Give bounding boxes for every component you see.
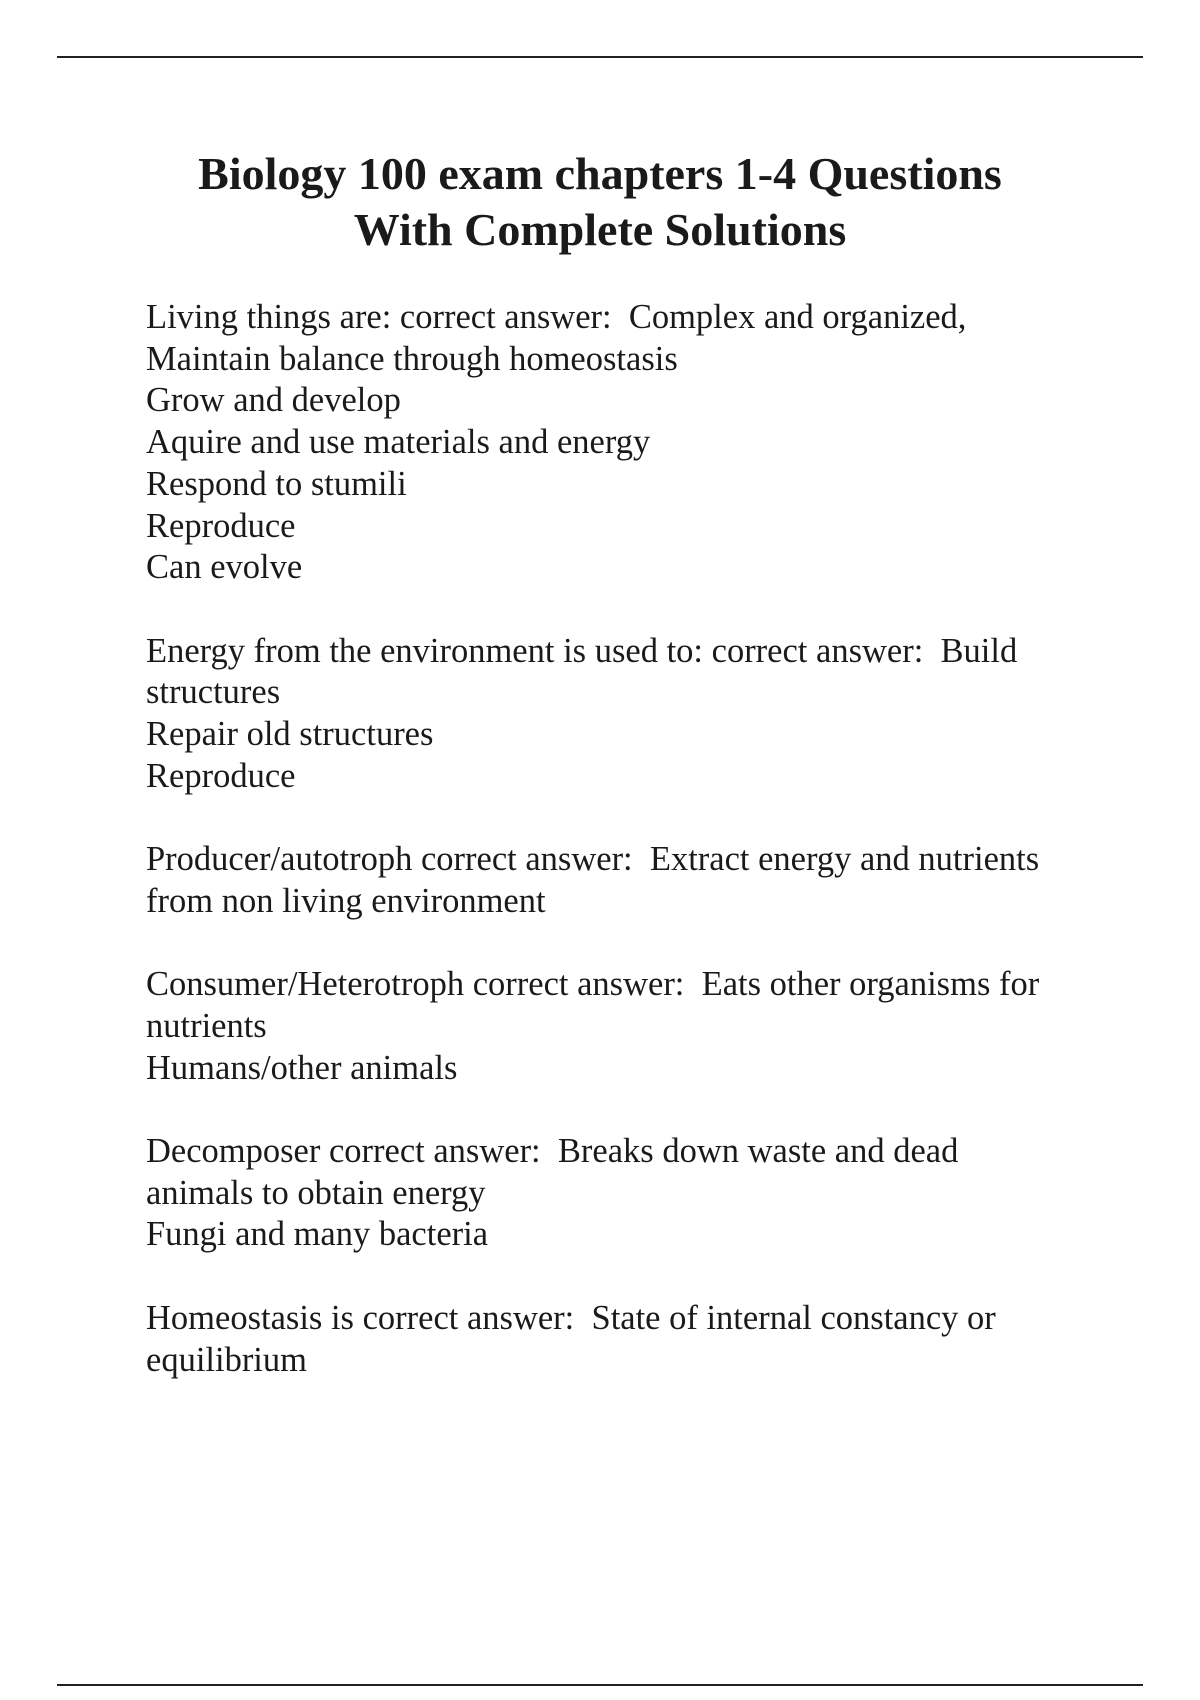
entry-line: Aquire and use materials and energy [146, 423, 651, 462]
qa-entry-living-things [146, 297, 1106, 589]
entry-line: nutrients [146, 1006, 267, 1045]
entry-line: Respond to stumili [146, 464, 407, 503]
entry-line: Reproduce [146, 506, 296, 545]
entry-line: Reproduce [146, 756, 296, 795]
entry-line: Producer/autotroph correct answer: Extract energy and nutrients [146, 840, 1040, 879]
entry-line: from non living environment [146, 881, 546, 920]
qa-entry-decomposer [146, 1131, 1106, 1256]
entry-line: Homeostasis is correct answer: State of internal constancy or [146, 1298, 996, 1337]
qa-list [146, 297, 1106, 1423]
entry-line: equilibrium [146, 1340, 307, 1379]
title-line: Biology 100 exam chapters 1-4 Questions [198, 148, 1002, 199]
entry-line: Can evolve [146, 548, 303, 587]
qa-entry-consumer [146, 964, 1106, 1089]
entry-line: Repair old structures [146, 715, 434, 754]
entry-line: Energy from the environment is used to: correct answer: Build [146, 631, 1018, 670]
entry-line: animals to obtain energy [146, 1173, 486, 1212]
qa-entry-homeostasis [146, 1298, 1106, 1381]
bottom-rule [57, 1684, 1143, 1686]
title-line: With Complete Solutions [353, 204, 847, 255]
page-title [100, 146, 1100, 258]
entry-line: Decomposer correct answer: Breaks down waste and dead [146, 1132, 959, 1170]
top-rule [57, 56, 1143, 58]
qa-entry-energy [146, 631, 1106, 798]
entry-line: Living things are: correct answer: Complex and organized, [146, 298, 967, 336]
entry-line: structures [146, 673, 281, 712]
entry-line: Consumer/Heterotroph correct answer: Eats other organisms for [146, 965, 1040, 1004]
entry-line: Fungi and many bacteria [146, 1215, 489, 1254]
entry-line: Maintain balance through homeostasis [146, 339, 678, 378]
entry-line: Humans/other animals [146, 1048, 458, 1087]
entry-line: Grow and develop [146, 381, 401, 420]
qa-entry-producer [146, 839, 1106, 922]
